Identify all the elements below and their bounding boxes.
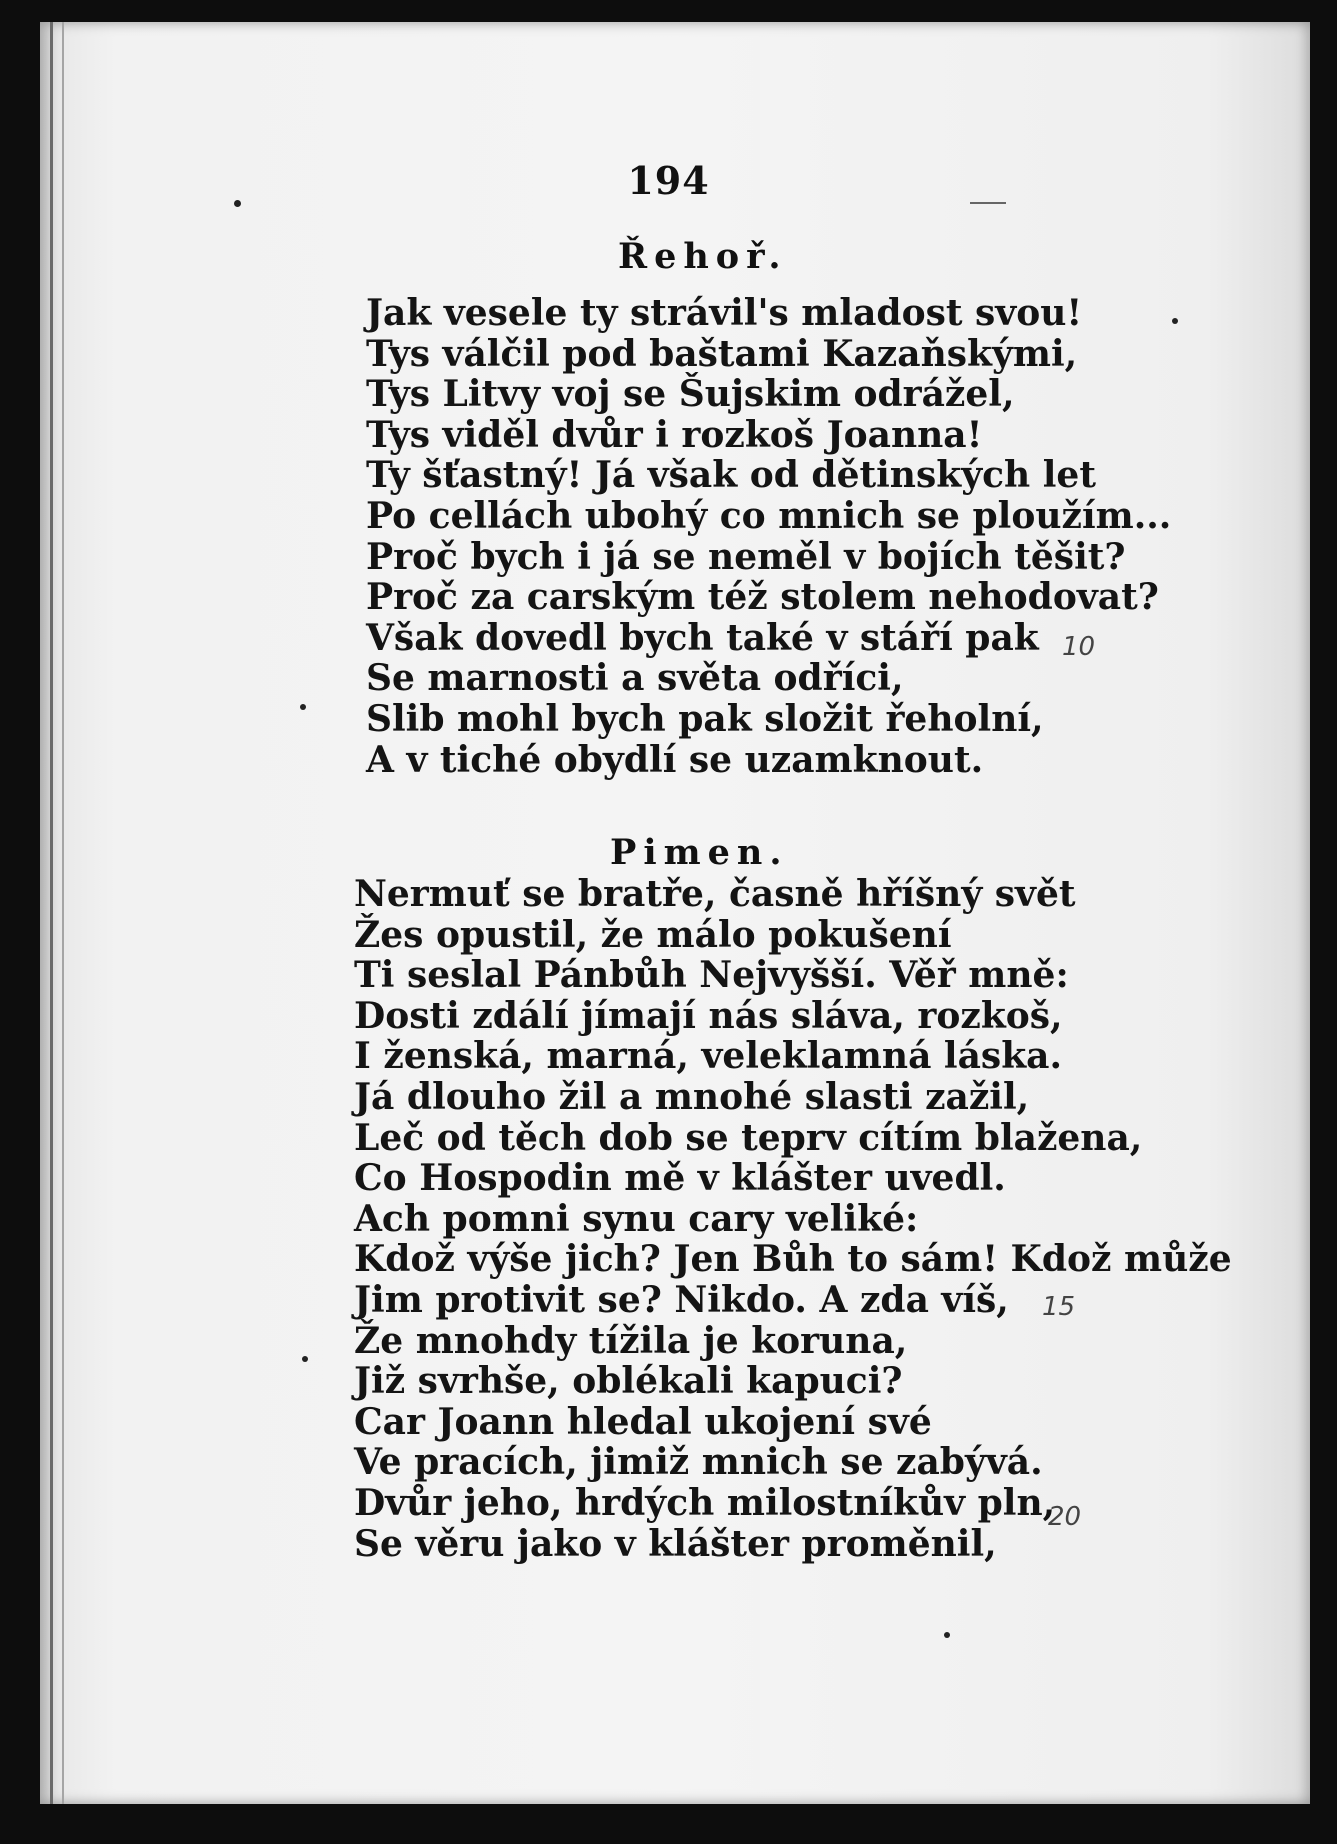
- ink-dash: [970, 202, 1006, 204]
- line-count-mark: 20: [1048, 1502, 1082, 1532]
- verse-line: Tys viděl dvůr i rozkoš Joanna!: [366, 413, 983, 456]
- line-count-mark: 10: [1062, 632, 1096, 662]
- verse-block-rehor: [366, 293, 1171, 780]
- verse-line: Car Joann hledal ukojení své: [354, 1400, 932, 1443]
- verse-line: Kdož výše jich? Jen Bůh to sám! Kdož může: [354, 1238, 1232, 1281]
- verse-line: Proč bych i já se neměl v bojích těšit?: [366, 535, 1126, 578]
- verse-line: Že mnohdy tížila je koruna,: [354, 1319, 908, 1362]
- verse-line: I ženská, marná, veleklamná láska.: [354, 1035, 1062, 1078]
- ink-speck: [302, 1356, 308, 1362]
- ink-speck: [300, 704, 306, 710]
- verse-line: Ti seslal Pánbůh Nejvyšší. Věř mně:: [354, 954, 1069, 997]
- verse-line: Se marnosti a světa odříci,: [366, 657, 904, 700]
- verse-line: Ve pracích, jimiž mnich se zabývá.: [354, 1441, 1043, 1484]
- verse-line: Ty šťastný! Já však od dětinských let: [366, 454, 1096, 497]
- gutter-shadow: [50, 22, 53, 1804]
- line-count-mark: 15: [1042, 1292, 1076, 1322]
- verse-line: Nermuť se bratře, časně hříšný svět: [354, 873, 1076, 915]
- page-number: 194: [627, 158, 710, 203]
- verse-line: Já dlouho žil a mnohé slasti zažil,: [354, 1075, 1030, 1118]
- verse-line: Proč za carským též stolem nehodovat?: [366, 576, 1159, 619]
- verse-line: Žes opustil, že málo pokušení: [354, 913, 952, 956]
- ink-speck: [234, 200, 241, 207]
- verse-line: Po cellách ubohý co mnich se ploužím...: [366, 494, 1172, 537]
- verse-line: Jak vesele ty strávil's mladost svou!: [366, 292, 1083, 334]
- gutter-edge: [62, 22, 64, 1804]
- ink-speck: [1172, 318, 1178, 324]
- verse-line: Tys Litvy voj se Šujskim odrážel,: [366, 373, 1015, 416]
- verse-line: Dosti zdálí jímají nás sláva, rozkoš,: [354, 994, 1063, 1037]
- verse-line: Však dovedl bych také v stáří pak: [366, 616, 1039, 659]
- verse-line: Dvůr jeho, hrdých milostníkův pln,: [354, 1481, 1056, 1524]
- speaker-pimen: Pimen.: [610, 832, 789, 873]
- verse-block-pimen: [354, 874, 1232, 1564]
- verse-line: Se věru jako v klášter proměnil,: [354, 1522, 997, 1565]
- verse-line: Již svrhše, oblékali kapuci?: [354, 1360, 903, 1403]
- verse-line: Jim protivit se? Nikdo. A zda víš,: [354, 1278, 1009, 1321]
- verse-line: A v tiché obydlí se uzamknout.: [366, 738, 984, 781]
- verse-line: Co Hospodin mě v klášter uvedl.: [354, 1157, 1006, 1200]
- ink-speck: [944, 1632, 950, 1638]
- verse-line: Tys válčil pod baštami Kazaňskými,: [366, 332, 1078, 375]
- verse-line: Leč od těch dob se teprv cítím blažena,: [354, 1116, 1143, 1159]
- verse-line: Slib mohl bych pak složit řeholní,: [366, 697, 1044, 740]
- verse-line: Ach pomni synu cary veliké:: [354, 1197, 919, 1240]
- speaker-rehor: Řehoř.: [618, 236, 788, 277]
